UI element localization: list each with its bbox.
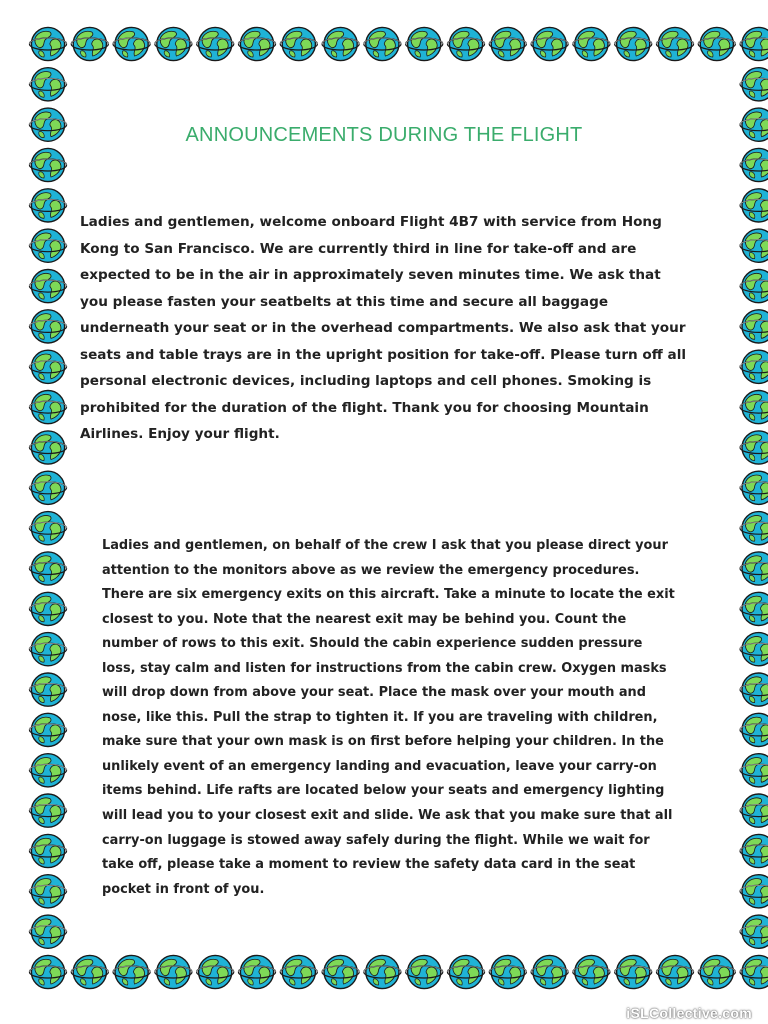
globe-icon <box>322 955 359 988</box>
globe-icon <box>238 27 275 60</box>
globe-icon <box>740 834 768 867</box>
globe-icon <box>29 431 66 464</box>
globe-icon <box>531 955 568 988</box>
globe-icon <box>29 27 66 60</box>
globe-icon <box>29 673 66 706</box>
globe-icon <box>280 27 317 60</box>
globe-icon <box>615 955 652 988</box>
globe-icon <box>740 27 768 60</box>
globe-icon <box>29 108 66 141</box>
globe-icon <box>740 633 768 666</box>
globe-icon <box>29 552 66 585</box>
globe-icon <box>113 27 150 60</box>
globe-icon <box>29 270 66 303</box>
globe-icon <box>740 713 768 746</box>
globe-icon <box>740 512 768 545</box>
globe-icon <box>29 794 66 827</box>
globe-icon <box>29 592 66 625</box>
globe-icon <box>29 915 66 948</box>
globe-icon <box>406 27 443 60</box>
globe-icon <box>29 189 66 222</box>
globe-icon <box>740 875 768 908</box>
globe-icon <box>238 955 275 988</box>
globe-icon <box>447 955 484 988</box>
globe-icon <box>29 148 66 181</box>
globe-icon <box>29 754 66 787</box>
globe-icon <box>364 955 401 988</box>
globe-icon <box>364 27 401 60</box>
globe-icon <box>573 955 610 988</box>
globe-icon <box>29 350 66 383</box>
document-title: ANNOUNCEMENTS DURING THE FLIGHT <box>185 124 583 146</box>
globe-icon <box>740 148 768 181</box>
globe-icon <box>322 27 359 60</box>
globe-icon <box>29 955 66 988</box>
globe-icon <box>531 27 568 60</box>
globe-icon <box>29 391 66 424</box>
globe-icon <box>29 512 66 545</box>
globe-icon <box>740 754 768 787</box>
globe-icon <box>740 310 768 343</box>
globe-icon <box>740 552 768 585</box>
globe-icon <box>740 471 768 504</box>
globe-icon <box>740 270 768 303</box>
globe-icon <box>29 229 66 262</box>
globe-icon <box>740 229 768 262</box>
boarding-announcement-paragraph: Ladies and gentlemen, welcome onboard Flight 4B7 with service from Hong Kong to San Francisco. We are currently third in line for take-off and are expected to be in the air in approximately seven minutes time. We ask that you please fasten your seatbelts at this time and secure all baggage underneath your seat or in the overhead compartments. We also ask that your seats and table trays are in the upright position for take-off. Please turn off all personal electronic devices, including laptops and cell phones. Smoking is prohibited for the duration of the flight. Thank you for choosing Mountain Airlines. Enjoy your flight. <box>80 214 687 442</box>
globe-icon <box>29 310 66 343</box>
globe-icon <box>29 68 66 101</box>
globe-icon <box>740 189 768 222</box>
globe-icon <box>698 27 735 60</box>
globe-icon <box>740 794 768 827</box>
globe-icon <box>113 955 150 988</box>
globe-icon <box>573 27 610 60</box>
globe-icon <box>447 27 484 60</box>
globe-icon <box>280 955 317 988</box>
globe-icon <box>740 915 768 948</box>
globe-icon <box>197 27 234 60</box>
globe-icon <box>29 471 66 504</box>
globe-icon <box>740 68 768 101</box>
globe-icon <box>698 955 735 988</box>
globe-icon <box>71 27 108 60</box>
globe-icon <box>489 955 526 988</box>
globe-icon <box>656 955 693 988</box>
globe-icon <box>71 955 108 988</box>
globe-icon <box>489 27 526 60</box>
globe-icon <box>740 955 768 988</box>
globe-icon <box>740 431 768 464</box>
globe-icon <box>197 955 234 988</box>
globe-icon <box>740 108 768 141</box>
globe-icon <box>740 673 768 706</box>
globe-icon <box>155 27 192 60</box>
globe-icon <box>29 713 66 746</box>
safety-announcement-paragraph: Ladies and gentlemen, on behalf of the crew I ask that you please direct your attention to the monitors above as we review the emergency procedures. There are six emergency exits on this aircraft. Take a minute to locate the exit closest to you. Note that the nearest exit may be behind you. Count the number of rows to this exit. Should the cabin experience sudden pressure loss, stay calm and listen for instructions from the cabin crew. Oxygen masks will drop down from above your seat. Place the mask over your mouth and nose, like this. Pull the strap to tighten it. If you are traveling with children, make sure that your own mask is on first before helping your children. In the unlikely event of an emergency landing and evacuation, leave your carry-on items behind. Life rafts are located below your seats and emergency lighting will lead you to your closest exit and slide. We ask that you make sure that all carry-on luggage is stowed away safely during the flight. While we wait for take off, please take a moment to review the safety data card in the seat pocket in front of you. <box>102 538 675 897</box>
globe-icon <box>406 955 443 988</box>
globe-icon <box>740 350 768 383</box>
globe-icon <box>615 27 652 60</box>
globe-icon <box>155 955 192 988</box>
globe-icon <box>29 875 66 908</box>
site-watermark: iSLCollective.com <box>626 1005 752 1021</box>
globe-icon <box>29 633 66 666</box>
globe-icon <box>740 391 768 424</box>
globe-icon <box>656 27 693 60</box>
globe-icon <box>29 834 66 867</box>
globe-icon <box>740 592 768 625</box>
